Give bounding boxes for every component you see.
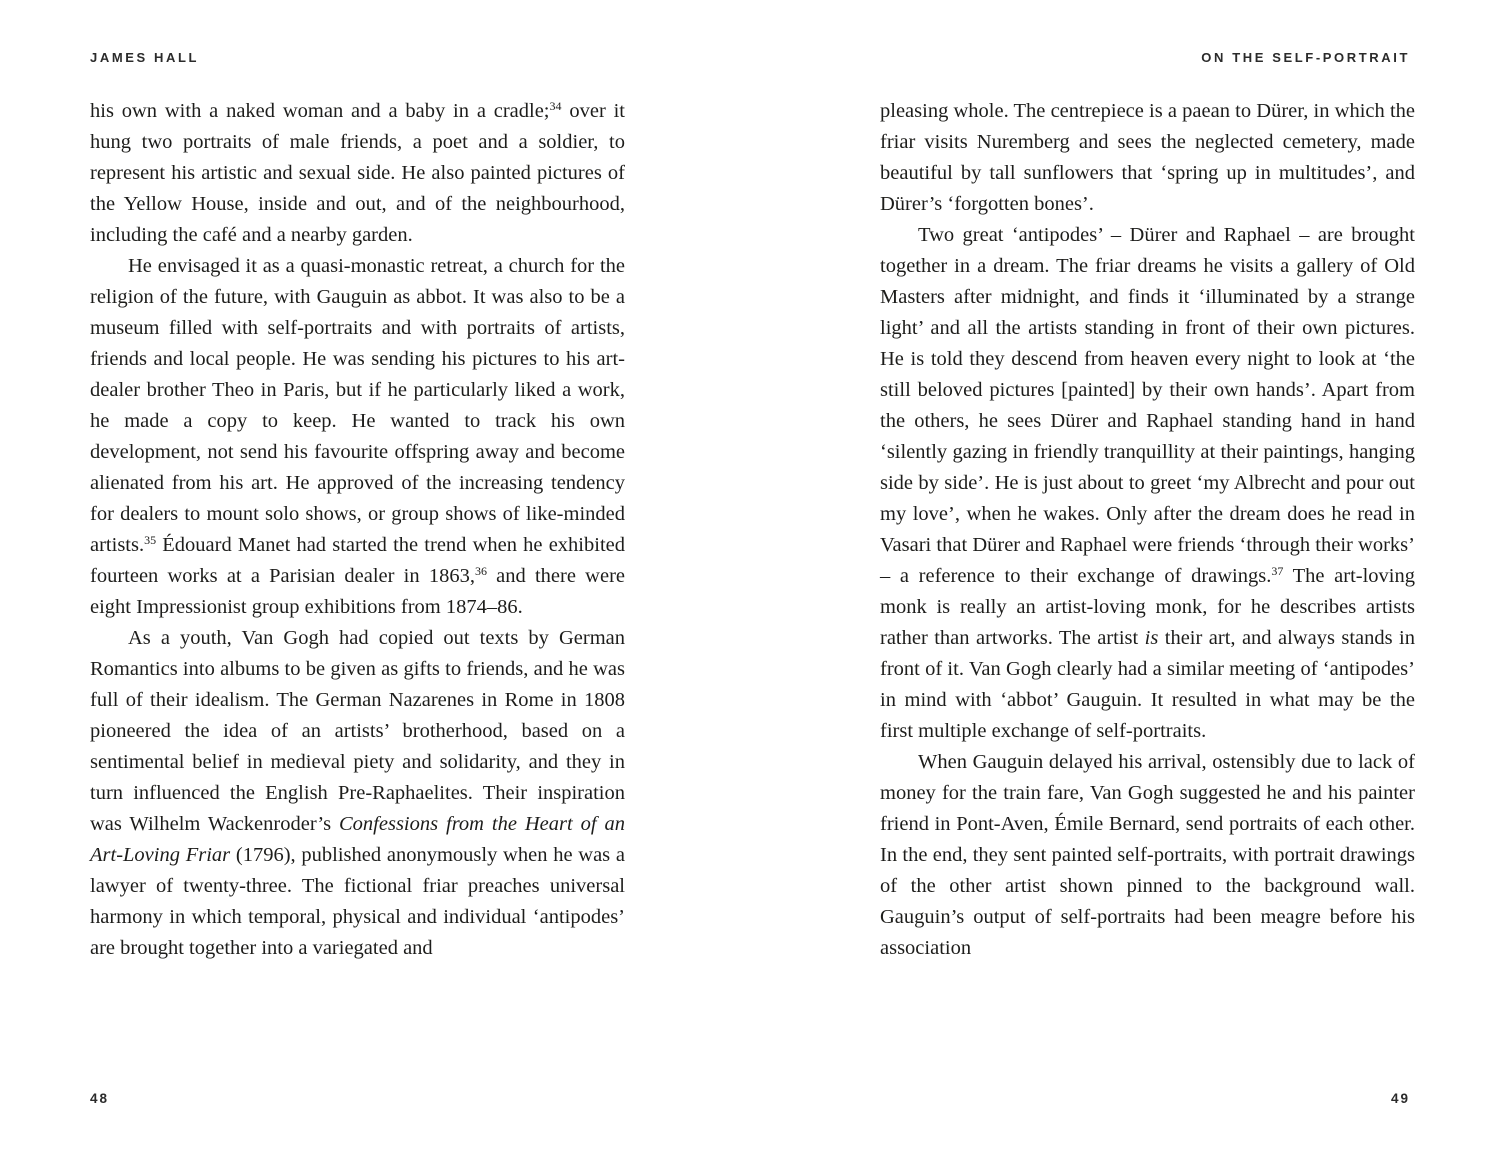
footnote-reference: 35 bbox=[144, 533, 157, 547]
paragraph bbox=[90, 623, 625, 964]
text-run: He envisaged it as a quasi-monastic retreat, a church for the religion of the future, with Gauguin as abbot. It was also to be a museum filled with self-portraits and with portraits of artists, friends and local people. He was sending his pictures to his art-dealer brother Theo in Paris, but if he particularly liked a work, he made a copy to keep. He wanted to track his own development, not send his favourite offspring away and become alienated from his art. He approved of the increasing tendency for dealers to mount solo shows, or group shows of like-minded artists. bbox=[90, 255, 625, 556]
text-run: The art-loving monk is really an artist-loving monk, for he describes artists rather than artworks. The artist bbox=[880, 565, 1415, 649]
text-run: his own with a naked woman and a baby in a cradle; bbox=[90, 100, 550, 122]
running-header-book-title: ON THE SELF-PORTRAIT bbox=[1201, 50, 1410, 65]
text-run: Confessions from the Heart of an Art-Loving Friar bbox=[90, 813, 625, 866]
right-page-number: 49 bbox=[1390, 1091, 1410, 1106]
paragraph bbox=[90, 251, 625, 623]
right-text-column bbox=[880, 96, 1415, 964]
text-run: over it hung two portraits of male friends, a poet and a soldier, to represent his artistic and sexual side. He also painted pictures of the Yellow House, inside and out, and of the neighbourhood, including the café and a nearby garden. bbox=[90, 100, 625, 246]
text-run: (1796), published anonymously when he was a lawyer of twenty-three. The fictional friar preaches universal harmony in which temporal, physical and individual ‘antipodes’ are brought together into a variegated and bbox=[90, 844, 625, 959]
text-run: pleasing whole. The centrepiece is a paean to Dürer, in which the friar visits Nuremberg and sees the neglected cemetery, made beautiful by tall sunflowers that ‘spring up in multitudes’, and Dürer’s ‘forgotten bones’. bbox=[880, 100, 1415, 215]
right-page bbox=[750, 0, 1500, 1164]
text-run: their art, and always stands in front of it. Van Gogh clearly had a similar meeting of ‘antipodes’ in mind with ‘abbot’ Gauguin. It resulted in what may be the first multiple exchange of self-portraits. bbox=[880, 627, 1415, 742]
footnote-reference: 36 bbox=[474, 564, 487, 578]
running-header-author: JAMES HALL bbox=[90, 50, 200, 65]
left-text-column bbox=[90, 96, 625, 964]
text-run: When Gauguin delayed his arrival, ostensibly due to lack of money for the train fare, Van Gogh suggested he and his painter friend in Pont-Aven, Émile Bernard, send portraits of each other. In the end, they sent painted self-portraits, with portrait drawings of the other artist shown pinned to the background wall. Gauguin’s output of self-portraits had been meagre before his association bbox=[880, 751, 1415, 959]
footnote-reference: 37 bbox=[1271, 564, 1284, 578]
paragraph bbox=[880, 96, 1415, 220]
text-run: As a youth, Van Gogh had copied out texts by German Romantics into albums to be given as gifts to friends, and he was full of their idealism. The German Nazarenes in Rome in 1808 pioneered the idea of an artists’ brotherhood, based on a sentimental belief in medieval piety and solidarity, and they in turn influenced the English Pre-Raphaelites. Their inspiration was Wilhelm Wackenroder’s bbox=[90, 627, 625, 835]
paragraph bbox=[880, 747, 1415, 964]
text-run: Two great ‘antipodes’ – Dürer and Raphael – are brought together in a dream. The friar dreams he visits a gallery of Old Masters after midnight, and finds it ‘illuminated by a strange light’ and all the artists standing in front of their own pictures. He is told they descend from heaven every night to look at ‘the still beloved pictures [painted] by their own hands’. Apart from the others, he sees Dürer and Raphael standing hand in hand ‘silently gazing in friendly tranquillity at their paintings, hanging side by side’. He is just about to greet ‘my Albrecht and pour out my love’, when he wakes. Only after the dream does he read in Vasari that Dürer and Raphael were friends ‘through their works’ – a reference to their exchange of drawings. bbox=[880, 224, 1415, 587]
paragraph bbox=[880, 220, 1415, 747]
text-run: and there were eight Impressionist group exhibitions from 1874–86. bbox=[90, 565, 625, 618]
footnote-reference: 34 bbox=[549, 99, 562, 113]
text-run: Édouard Manet had started the trend when he exhibited fourteen works at a Parisian dealer in 1863, bbox=[90, 534, 625, 587]
paragraph bbox=[90, 96, 625, 251]
text-run: is bbox=[1144, 627, 1159, 649]
left-page-number: 48 bbox=[90, 1091, 110, 1106]
